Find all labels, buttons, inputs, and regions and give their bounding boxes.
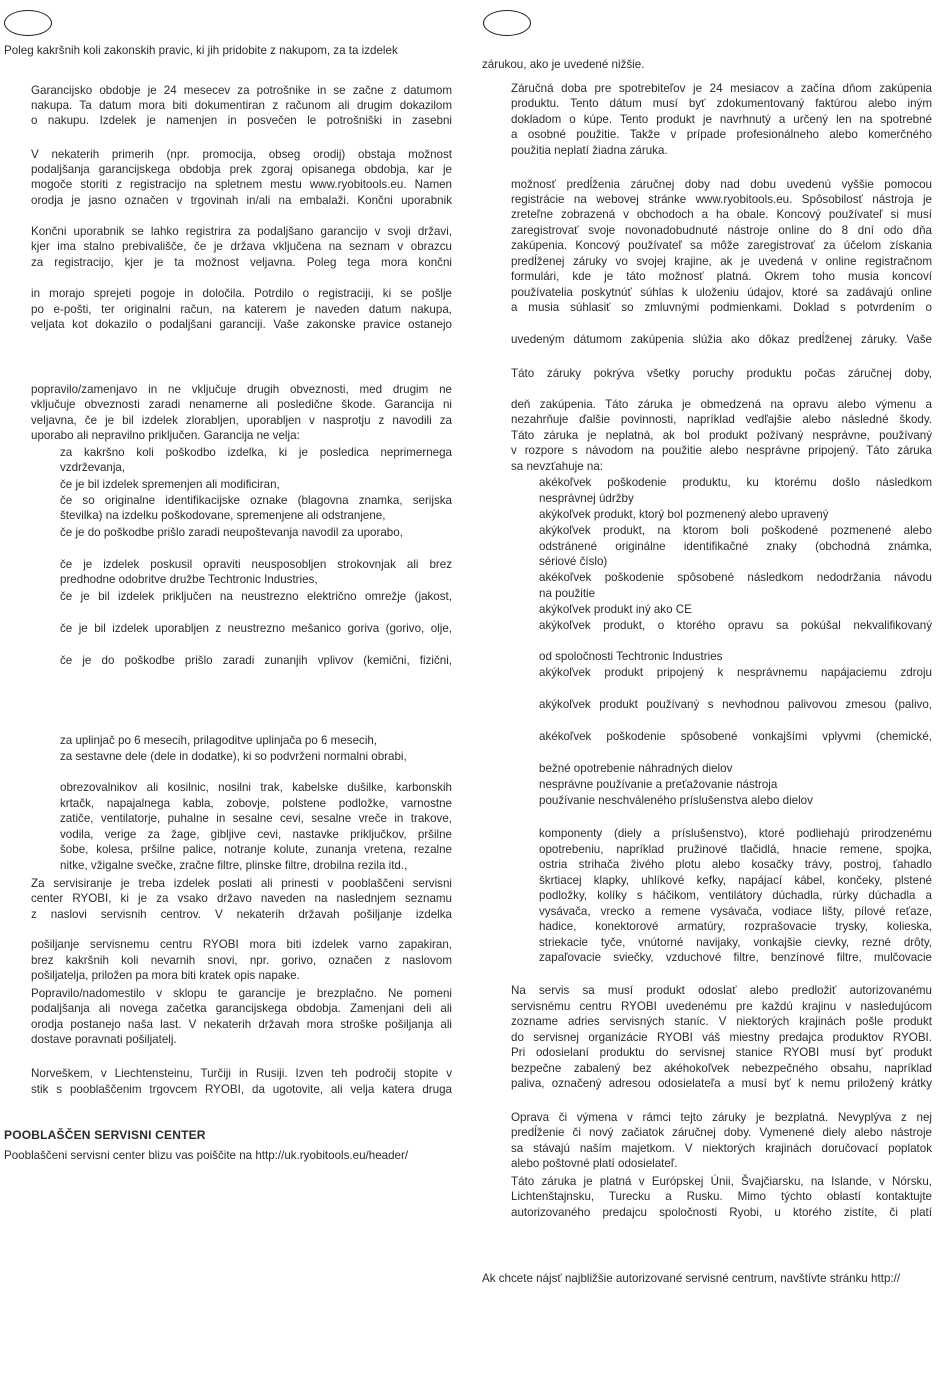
list-item: nesprávnej údržby: [539, 492, 634, 505]
paragraph-line: Oprava či výmena v rámci tejto záruky je bezplatná. Nevyplýva z nej: [511, 1111, 932, 1124]
paragraph-line: Táto záruka je neplatná, ak bol produkt požívaný nesprávne, používaný: [511, 429, 932, 442]
list-item: podložky, kolíky s háčikom, ventilátory dúchadla, rúrky dúchadla a: [539, 889, 932, 902]
paragraph-line: autorizovaného predajcu spoločnosti Ryobi, u ktorého zistíte, či platí: [511, 1206, 932, 1219]
list-item: akýkoľvek produkt, na ktorom boli poškodené pozmenené alebo: [539, 524, 932, 537]
paragraph-line: používatelia poskytnúť súhlas k uloženiu údajov, ktoré sa zadávajú online: [511, 286, 932, 299]
paragraph-line: možnosť predĺženia záručnej doby nad dobu uvedenú vyššie pomocou: [511, 178, 932, 191]
paragraph-line: použitia neplatí žiadna záruka.: [511, 144, 668, 157]
paragraph-line: Táto záruka je platná v Európskej Únii, Švajčiarsku, na Islande, v Nórsku,: [511, 1175, 932, 1188]
paragraph-line: alebo poštovné platí odosielateľ.: [511, 1157, 678, 1170]
section-heading: POOBLAŠČEN SERVISNI CENTER: [4, 1128, 206, 1142]
paragraph-line: servisnému centru RYOBI uvedenému pre každú krajinu v nasledujúcom: [511, 1000, 932, 1013]
paragraph-line: zaregistrovať svoje novonadobudnuté nástroje online do 8 dní odo dňa: [511, 224, 932, 237]
list-item: akýkoľvek produkt iný ako CE: [539, 603, 692, 616]
list-item: šobe, kolesa, pršilne palice, notranje kolute, zunanja vretena, rezalne: [60, 843, 452, 856]
paragraph-line: Garancijsko obdobje je 24 mesecev za potrošnike in se začne z datumom: [31, 84, 452, 97]
list-item: sériové číslo): [539, 555, 608, 568]
list-item: striekacie tyče, vnútorné navijaky, vonkajšie cievky, rezné drôty,: [539, 936, 932, 949]
list-item: od spoločnosti Techtronic Industries: [539, 650, 723, 663]
list-item: ostria strihača živého plotu alebo kosačky trávy, postroj, ťahadlo: [539, 858, 932, 871]
paragraph-line: produktu. Tento dátum musí byť zdokumentovaný faktúrou alebo iným: [511, 97, 932, 110]
list-item: če je bil izdelek uporabljen z neustrezno mešanico goriva (gorivo, olje,: [60, 622, 452, 635]
paragraph-line: Poleg kakršnih koli zakonskih pravic, ki jih pridobite z nakupom, za ta izdelek: [4, 44, 398, 57]
list-item: če je izdelek poskusil opraviti neusposobljen strokovnjak ali brez: [60, 558, 452, 571]
paragraph-line: zreteľne zobrazená v obchodoch a ha obale. Koncový používateľ si musí: [511, 208, 932, 221]
list-item: akýkoľvek produkt, o ktorého opravu sa pokúšal nekvalifikovaný: [539, 619, 932, 632]
paragraph-line: popravilo/zamenjavo in ne vključuje drugih obveznosti, med drugim ne: [31, 383, 452, 396]
paragraph-line: nezahrňuje ďalšie povinnosti, napríklad vedľajšie alebo následné škody.: [511, 413, 932, 426]
list-item: akékoľvek poškodenie spôsobené vonkajšími vplyvmi (chemické,: [539, 730, 932, 743]
list-item: akékoľvek poškodenie spôsobené následkom nedodržania návodu: [539, 571, 932, 584]
list-item: vzdrževanja,: [60, 461, 126, 474]
paragraph-line: dokladom o kúpe. Tento produkt je navrhnutý a určený len na spotrebné: [511, 113, 932, 126]
list-item: če so originalne identifikacijske oznake (blagovna znamka, serijska: [60, 494, 452, 507]
list-item: škrtiacej klapky, uhlíkové kefky, napájací kábel, končeky, plstené: [539, 874, 932, 887]
paragraph-line: paliva, označený adresou odosielateľa a musí byť k nemu priložený krátky: [511, 1077, 932, 1090]
paragraph-line: kjer ima stalno prebivališče, če je država vključena na seznam v obrazcu: [31, 240, 452, 253]
list-item: na použitie: [539, 587, 596, 600]
paragraph-line: V nekaterih primerih (npr. promocija, obseg orodij) obstaja možnost: [31, 148, 452, 161]
paragraph-line: bezpečne zabalený bez akéhokoľvek nebezpečného obsahu, napríklad: [511, 1062, 932, 1075]
paragraph-line: Táto záruky pokrýva všetky poruchy produktu počas záručnej doby,: [511, 367, 932, 380]
list-item: če je do poškodbe prišlo zaradi neupoštevanja navodil za uporabo,: [60, 526, 403, 539]
paragraph-line: Pri odosielaní produktu do servisnej stanice RYOBI musí byť produkt: [511, 1046, 932, 1059]
paragraph-line: center RYOBI, ki je za vsako državo naveden na naslednjem seznamu: [31, 892, 452, 905]
paragraph-line: vključuje obveznosti zaradi nenamerne ali posledične škode. Garancija ni: [31, 398, 452, 411]
paragraph-line: nakupa. Ta datum mora biti dokumentiran z računom ali drugim dokazilom: [31, 99, 452, 112]
paragraph-line: sa nevzťahuje na:: [511, 460, 604, 473]
language-badge-oval-icon: [4, 10, 52, 36]
paragraph-line: orodja je jasno označen v trgovinah in/ali na embalaži. Končni uporabnik: [31, 194, 452, 207]
list-item: če je bil izdelek spremenjen ali modificiran,: [60, 478, 280, 491]
list-item: vysávača, vrecko a remene vysávača, vodiace lišty, pílové reťaze,: [539, 905, 932, 918]
list-item: hadice, konektorové armatúry, rozprašovacie trysky, kolieska,: [539, 920, 932, 933]
paragraph-line: deň zakúpenia. Táto záruka je obmedzená na opravu alebo výmenu a: [511, 398, 932, 411]
paragraph-line: registrácie na webovej stránke www.ryobitools.eu. Spôsobilosť nástroja je: [511, 193, 932, 206]
paragraph-line: sa stávajú naším majetkom. V niektorých krajinách doručovací poplatok: [511, 1142, 932, 1155]
paragraph-line: predĺženie či nový začiatok záručnej doby. Vymenené diely alebo nástroje: [511, 1126, 932, 1139]
list-item: če je bil izdelek priključen na neustrezno električno omrežje (jakost,: [60, 590, 452, 603]
list-item: akékoľvek poškodenie produktu, ku ktorému došlo následkom: [539, 476, 932, 489]
list-item: zapaľovacie sviečky, vzduchové filtre, benzínové filtre, mulčovacie: [539, 951, 932, 964]
paragraph-line: do servisnej organizácie RYOBI váš miestny predajca produktov RYOBI.: [511, 1031, 932, 1044]
list-item: zatiče, ventilatorje, puhalne in sesalne cevi, sesalne vreče in trakove,: [60, 812, 452, 825]
list-item: opotrebeniu, napríklad pružinové tlačidlá, hnacie remene, spojka,: [539, 843, 932, 856]
paragraph-line: mogoče storiti z registracijo na spletnem mestu www.ryobitools.eu. Namen: [31, 178, 452, 191]
paragraph-line: stik s pooblaščenim trgovcem RYOBI, da ugotovite, ali velja katera druga: [31, 1083, 452, 1096]
paragraph-line: a osobné použitie. Takže v prípade profesionálneho alebo komerčného: [511, 128, 932, 141]
list-item: krtačk, napajalnega kabla, zobovje, polstene podložke, varnostne: [60, 797, 452, 810]
list-item: akýkoľvek produkt, ktorý bol pozmenený alebo upravený: [539, 508, 829, 521]
paragraph-line: Na servis sa musí produkt odoslať alebo predložiť autorizovanému: [511, 984, 932, 997]
paragraph-line: Končni uporabnik se lahko registrira za podaljšano garancijo v svoji državi,: [31, 225, 452, 238]
paragraph-line: Norveškem, v Liechtensteinu, Turčiji in Rusiji. Izven teh področij stopite v: [31, 1067, 452, 1080]
list-item: odstránené originálne identifikačné znaky (obchodná známka,: [539, 540, 932, 553]
list-item: nitke, vžigalne svečke, zračne filtre, plinske filtre, drobilna rezila itd.,: [60, 859, 408, 872]
paragraph-line: uporabo ali nepravilno priključen. Garancija ne velja:: [31, 429, 300, 442]
paragraph-line: formulári, kde je táto možnosť platná. Okrem toho musia koncoví: [511, 270, 932, 283]
paragraph-line: pošiljanje servisnemu centru RYOBI mora biti izdelek varno zapakiran,: [31, 938, 452, 951]
paragraph-line: za registracijo, kjer je ta možnost veljavna. Poleg tega mora končni: [31, 256, 452, 269]
paragraph-line: o nakupu. Izdelek je namenjen in posvečen le potrošniški in zasebni: [31, 114, 452, 127]
paragraph-line: Za servisiranje je treba izdelek poslati ali prinesti v pooblaščeni servisni: [31, 877, 452, 890]
paragraph-line: a musia súhlasiť so zmluvnými podmienkami. Doklad s potvrdením o: [511, 301, 932, 314]
paragraph-line: zárukou, ako je uvedené nižšie.: [482, 58, 645, 71]
paragraph-line: podaljšanja ali novega začetka garancijskega obdobja. Zamenjani deli ali: [31, 1002, 452, 1015]
paragraph-line: Záručná doba pre spotrebiteľov je 24 mesiacov a začína dňom zakúpenia: [511, 82, 932, 95]
paragraph-line: z naslovi servisnih centrov. V nekaterih državah pošiljanje izdelka: [31, 908, 452, 921]
paragraph-line: Pooblaščeni servisni center blizu vas poiščite na http://uk.ryobitools.eu/header/: [4, 1149, 409, 1162]
list-item: številka) na izdelku poškodovane, spremenjene ali odstranjene,: [60, 509, 386, 522]
list-item: za uplinjač po 6 mesecih, prilagoditve uplinjača po 6 mesecih,: [60, 734, 378, 747]
list-item: vodila, verige za žage, gibljive cevi, nastavke priključkov, pršilne: [60, 828, 452, 841]
list-item: nesprávne používanie a preťažovanie nástroja: [539, 778, 778, 791]
paragraph-line: pošiljatelja, priložen pa mora biti kratek opis napake.: [31, 969, 300, 982]
paragraph-line: brez kakršnih koli nevarnih snovi, npr. gorivo, označen z naslovom: [31, 954, 452, 967]
paragraph-line: v rozpore s návodom na použitie alebo nesprávne pripojený. Táto záruka: [511, 444, 932, 457]
list-item: používanie neschváleného príslušenstva alebo dielov: [539, 794, 813, 807]
paragraph-line: zozname adries servisných staníc. V niektorých krajinách pošle produkt: [511, 1015, 932, 1028]
list-item: predhodne odobritve družbe Techtronic Industries,: [60, 573, 318, 586]
paragraph-line: veljavna, če je bil izdelek zlorabljen, uporabljen v nasprotju z navodili za: [31, 414, 452, 427]
paragraph-line: in morajo sprejeti pogoje in določila. Potrdilo o registraciji, ki se pošlje: [31, 287, 452, 300]
list-item: bežné opotrebenie náhradných dielov: [539, 762, 733, 775]
list-item: če je do poškodbe prišlo zaradi zunanjih vplivov (kemični, fizični,: [60, 654, 452, 667]
list-item: komponenty (diely a príslušenstvo), ktoré podliehajú prirodzenému: [539, 827, 932, 840]
list-item: obrezovalnikov ali kosilnic, nosilni trak, kabelske dušilke, karbonskih: [60, 781, 452, 794]
paragraph-line: Popravilo/nadomestilo v sklopu te garancije je brezplačno. Ne pomeni: [31, 987, 452, 1000]
paragraph-line: zakúpenia. Koncový používateľ sa môže zaregistrovať za účelom získania: [511, 239, 932, 252]
paragraph-line: veljata kot dokazilo o podaljšani garanciji. Vaše zakonske pravice ostanejo: [31, 318, 452, 331]
paragraph-line: Lichtenštajnsku, Turecku a Rusku. Mimo týchto oblastí kontaktujte: [511, 1190, 932, 1203]
paragraph-line: uvedeným dátumom zakúpenia slúžia ako dôkaz predĺženej záruky. Vaše: [511, 333, 932, 346]
paragraph-line: Ak chcete nájsť najbližšie autorizované servisné centrum, navštívte stránku http://: [482, 1272, 901, 1285]
paragraph-line: dostave poravnati pošiljatelj.: [31, 1033, 177, 1046]
list-item: za sestavne dele (dele in dodatke), ki so podvrženi normalni obrabi,: [60, 750, 407, 763]
paragraph-line: orodja postanejo naša last. V nekaterih državah mora stroške pošiljanja ali: [31, 1018, 452, 1031]
list-item: akýkoľvek produkt pripojený k nesprávnemu napájaciemu zdroju: [539, 666, 932, 679]
list-item: akýkoľvek produkt používaný s nevhodnou palivovou zmesou (palivo,: [539, 698, 932, 711]
paragraph-line: podaljšanja garancijskega obdobja prek zgoraj opisanega obdobja, kar je: [31, 163, 452, 176]
language-badge-oval-icon: [483, 10, 531, 36]
paragraph-line: po e-pošti, ter originalni račun, na katerem je naveden datum nakupa,: [31, 303, 452, 316]
paragraph-line: predĺženej záruky vo svojej krajine, ak je uvedená v online registračnom: [511, 255, 932, 268]
list-item: za kakršno koli poškodbo izdelka, ki je posledica neprimernega: [60, 446, 452, 459]
